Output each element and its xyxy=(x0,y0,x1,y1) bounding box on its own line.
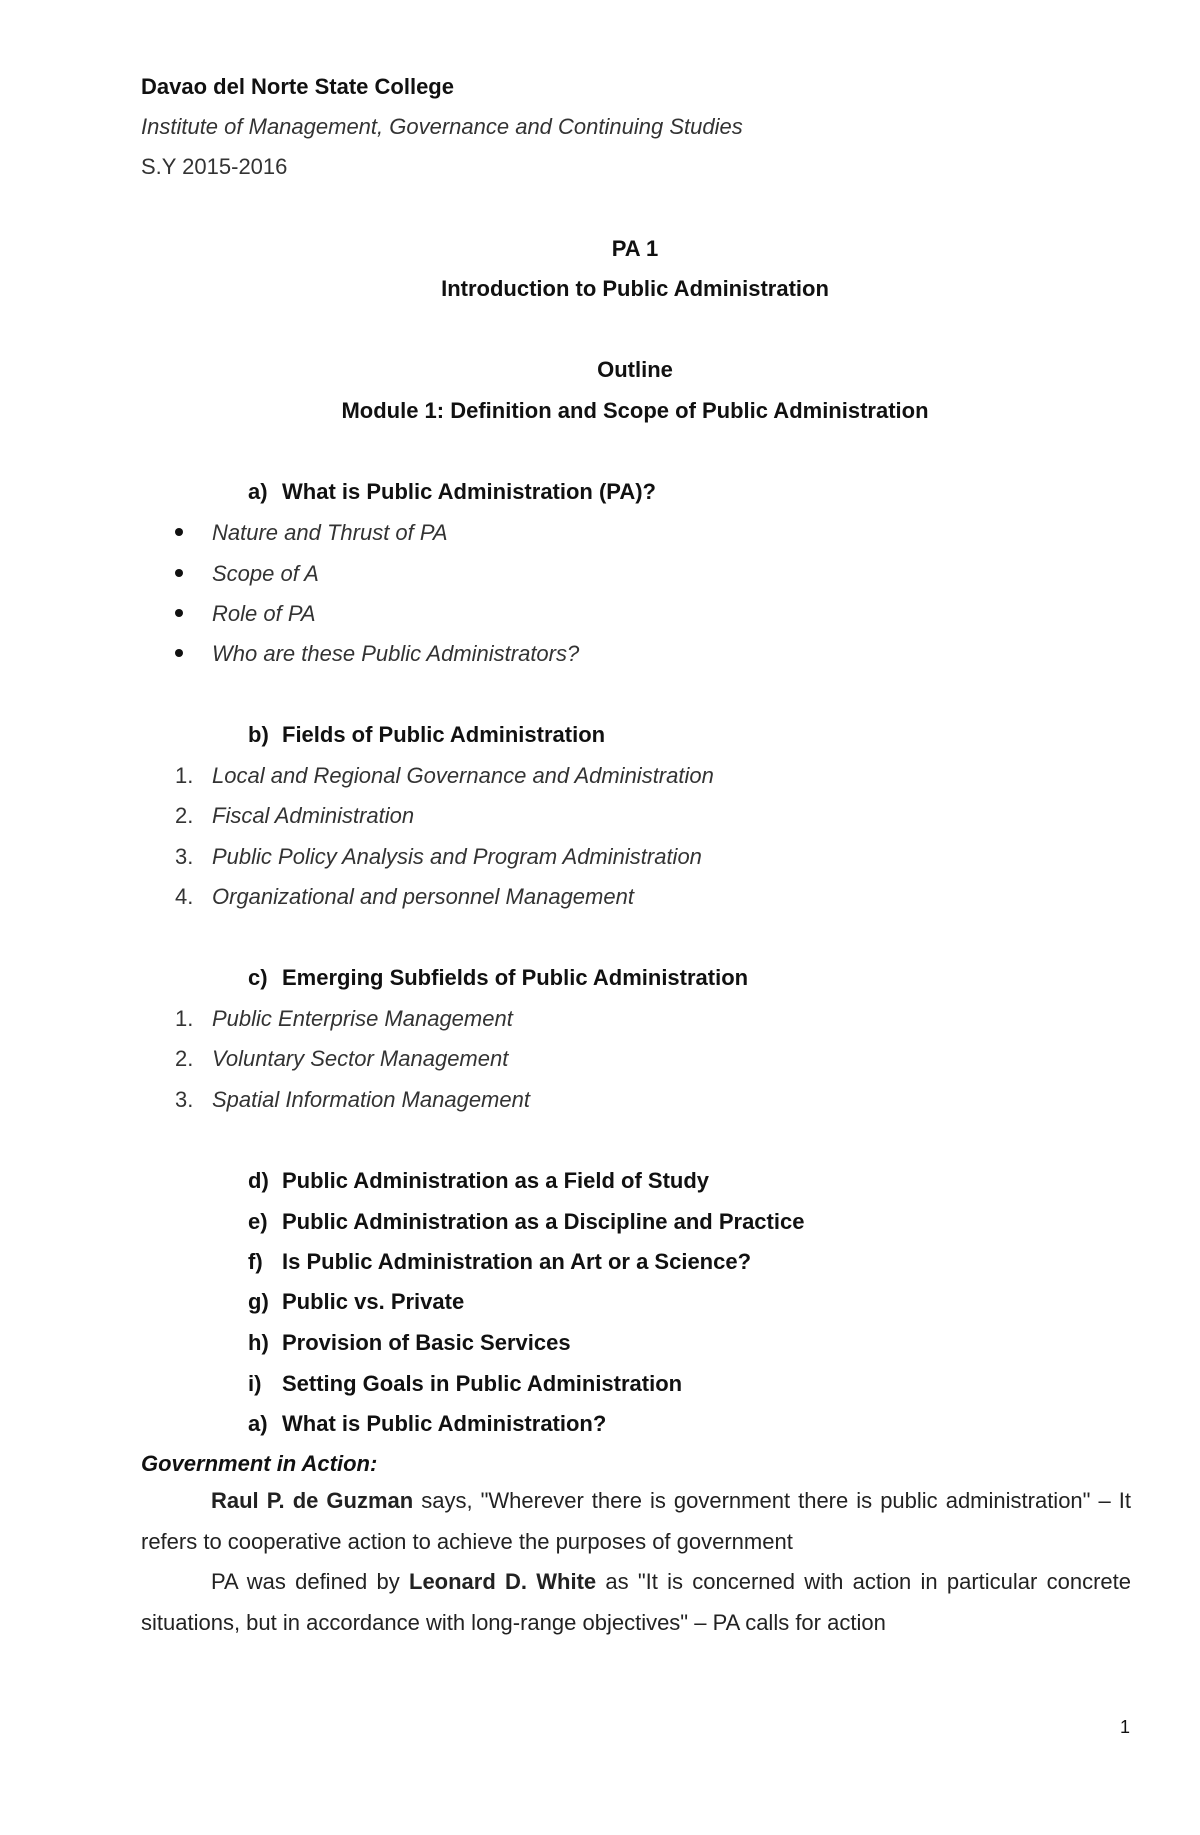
bullet-item: Role of PA xyxy=(175,603,316,625)
bullet-icon xyxy=(175,569,183,577)
topic-heading: d) Public Administration as a Field of Study xyxy=(248,1168,710,1193)
author-name: Raul P. de Guzman xyxy=(211,1488,414,1513)
bullet-item: Who are these Public Administrators? xyxy=(175,643,579,665)
module-title: Module 1: Definition and Scope of Public Administration xyxy=(341,398,929,423)
body-paragraph: Raul P. de Guzman says, "Wherever there is government there is public administration" – It refers to cooperative action to achieve the purposes of government xyxy=(141,1488,1131,1554)
numbered-item: 4. Organizational and personnel Management xyxy=(175,884,634,909)
numbered-item: 3. Spatial Information Management xyxy=(175,1087,530,1112)
section-b-title: Fields of Public Administration xyxy=(282,722,606,747)
bullet-icon xyxy=(175,609,183,617)
course-title: Introduction to Public Administration xyxy=(441,276,829,301)
numbered-item: 1. Public Enterprise Management xyxy=(175,1006,513,1031)
numbered-item: 2. Voluntary Sector Management xyxy=(175,1046,509,1071)
bullet-item: Scope of A xyxy=(175,563,319,585)
topic-heading: e) Public Administration as a Discipline and Practice xyxy=(248,1209,805,1234)
body-paragraph: PA was defined by Leonard D. White as "It is concerned with action in particular concrete situations, but in accordance with long-range objectives" – PA calls for action xyxy=(141,1569,1131,1635)
institute-name: Institute of Management, Governance and Continuing Studies xyxy=(141,114,743,139)
numbered-item: 2. Fiscal Administration xyxy=(175,803,415,828)
topic-heading: i) Setting Goals in Public Administration xyxy=(248,1371,683,1396)
section-a-label: a) xyxy=(248,479,268,504)
section-c-label: c) xyxy=(248,965,268,990)
college-name: Davao del Norte State College xyxy=(141,74,454,99)
school-year: S.Y 2015-2016 xyxy=(141,154,288,179)
bullet-icon xyxy=(175,528,183,536)
course-code: PA 1 xyxy=(611,236,659,261)
section-c-title: Emerging Subfields of Public Administration xyxy=(282,965,749,990)
section-c-heading xyxy=(248,967,748,989)
section-b-label: b) xyxy=(248,722,269,747)
section-b-heading xyxy=(248,724,605,746)
author-name: Leonard D. White xyxy=(409,1569,597,1594)
numbered-item: 3. Public Policy Analysis and Program Administration xyxy=(175,844,702,869)
topic-heading: f) Is Public Administration an Art or a Science? xyxy=(248,1249,752,1274)
numbered-item: 1. Local and Regional Governance and Administration xyxy=(175,763,714,788)
section-a-title: What is Public Administration (PA)? xyxy=(282,479,656,504)
outline-heading: Outline xyxy=(597,357,673,382)
topic-heading: h) Provision of Basic Services xyxy=(248,1330,571,1355)
bullet-icon xyxy=(175,649,183,657)
section-a-heading xyxy=(248,481,656,503)
body-subheading: Government in Action: xyxy=(141,1451,378,1476)
topic-heading: a) What is Public Administration? xyxy=(248,1411,607,1436)
page-number: 1 xyxy=(1120,1717,1131,1737)
topic-heading: g) Public vs. Private xyxy=(248,1289,465,1314)
bullet-item: Nature and Thrust of PA xyxy=(175,522,448,544)
